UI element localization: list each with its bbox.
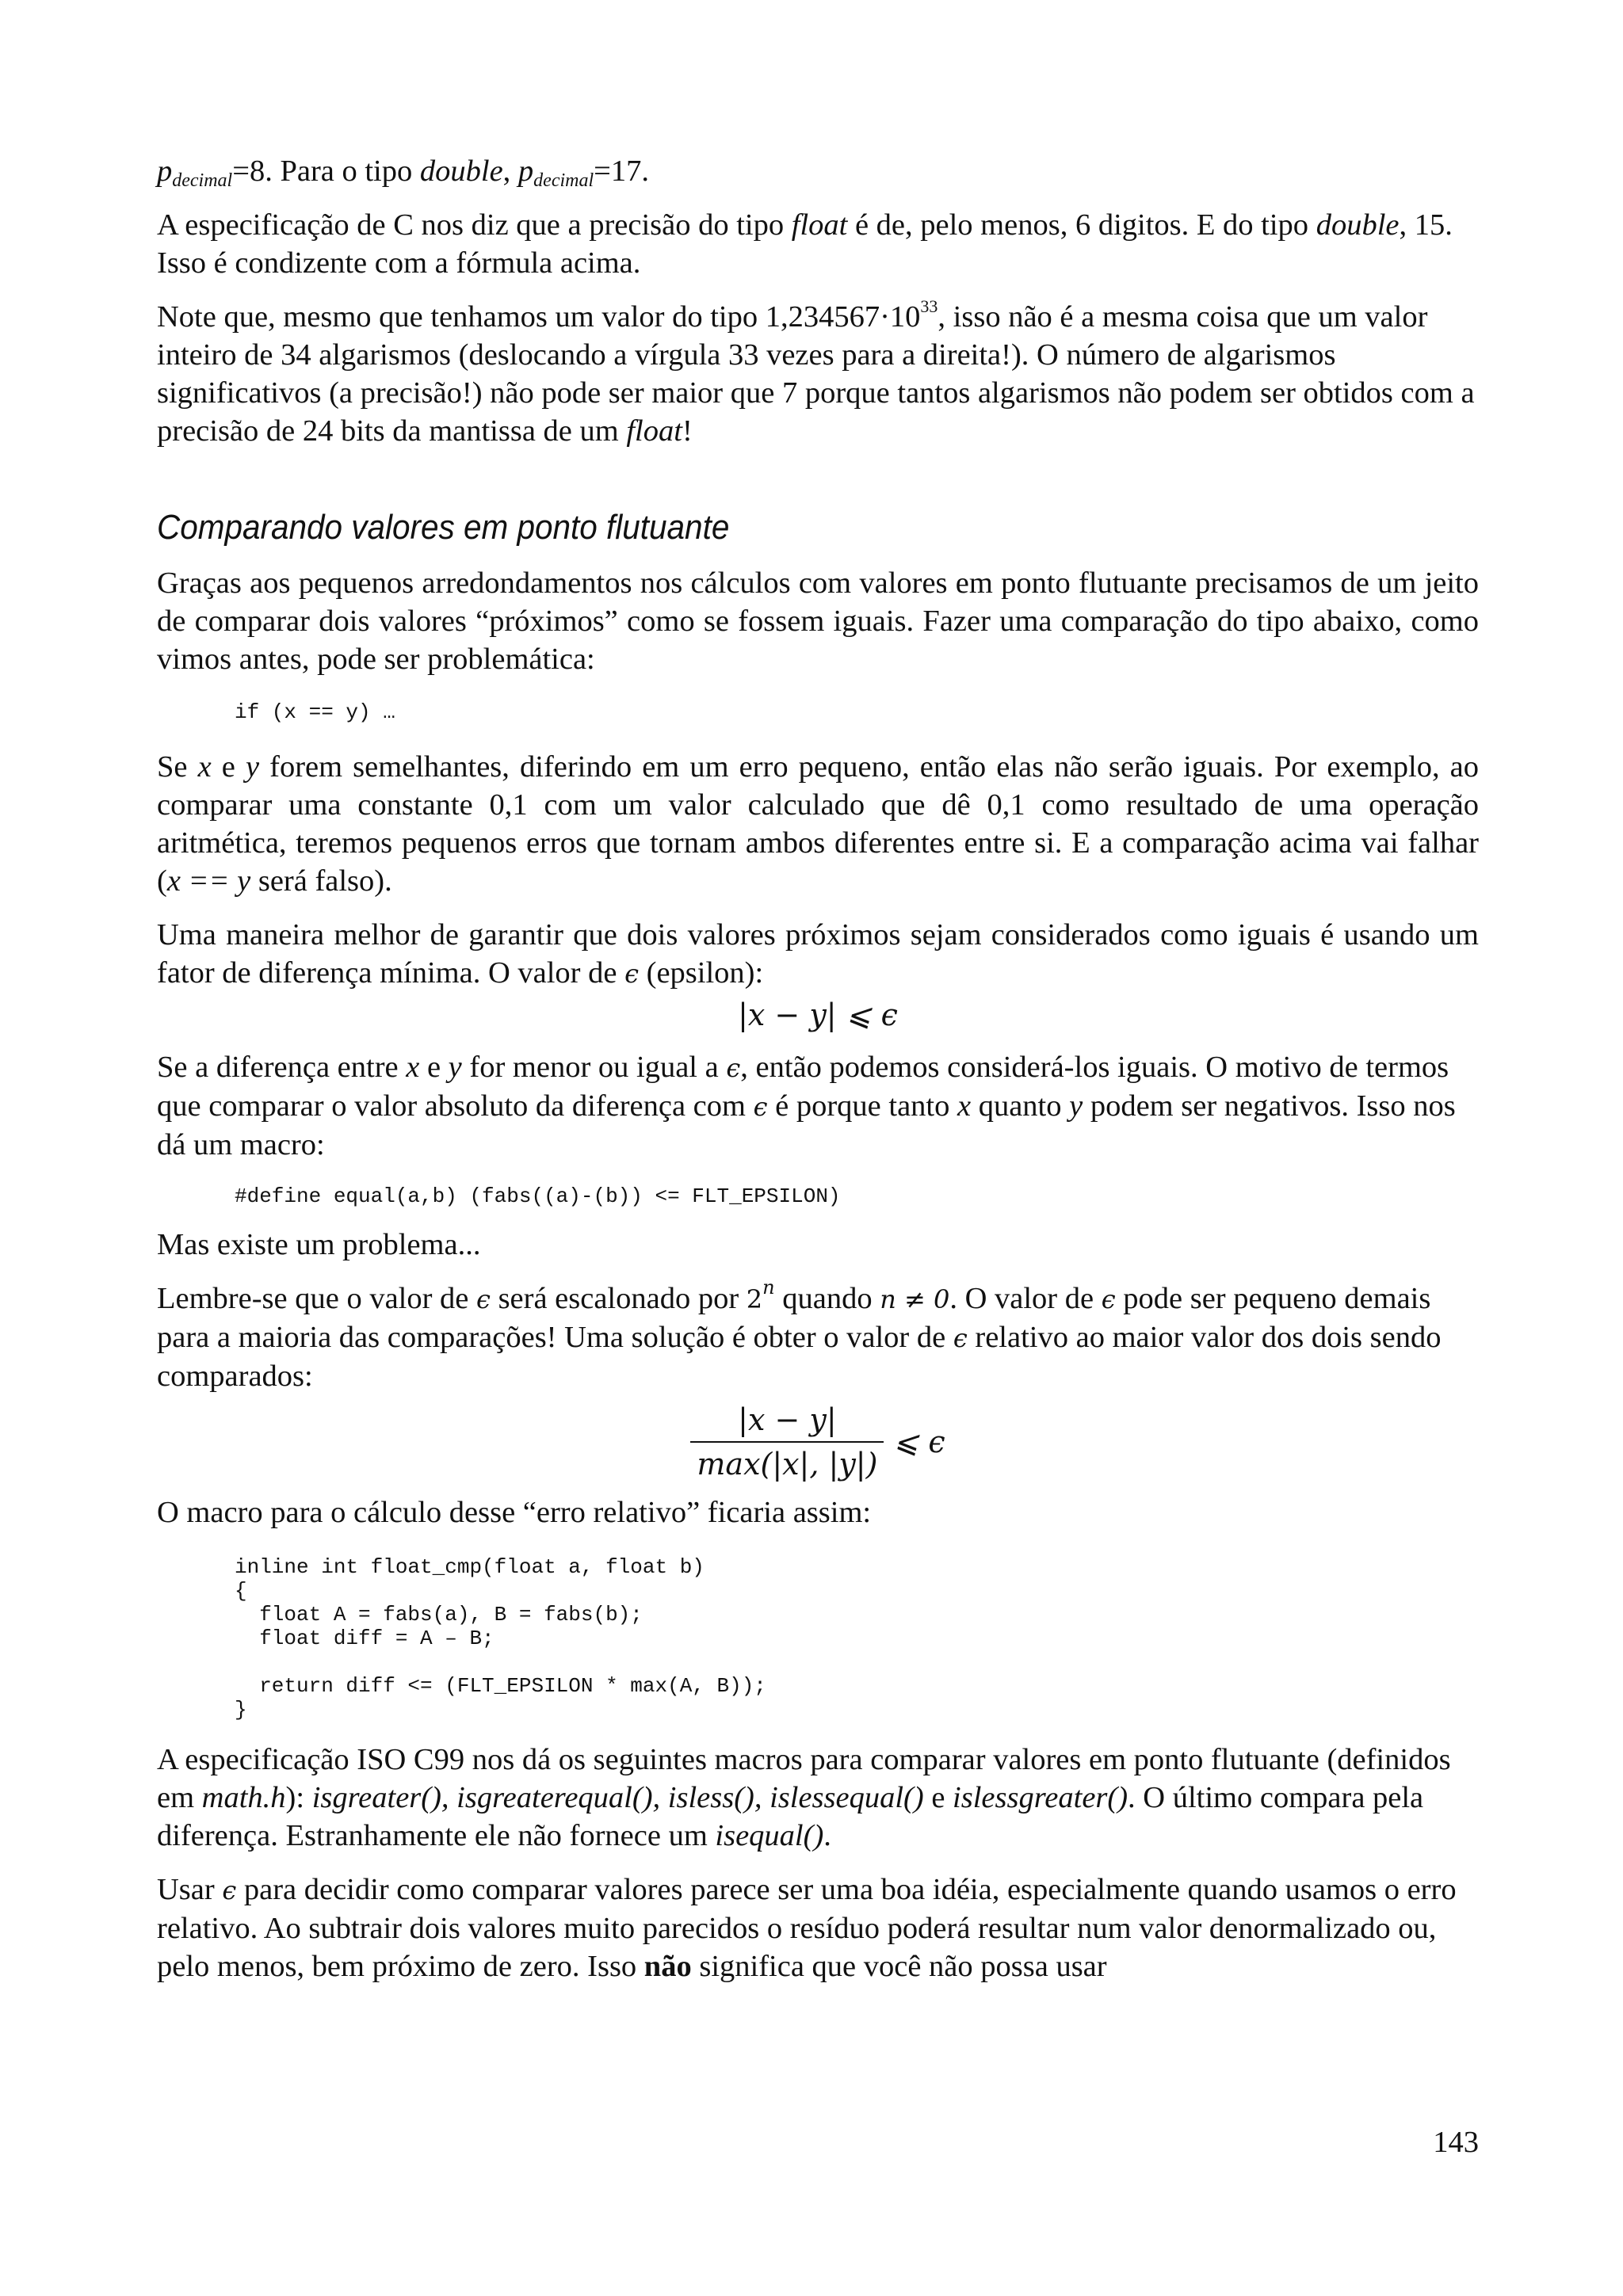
fraction-relation: ⩽ ϵ [893, 1425, 945, 1459]
paragraph-significant-digits: Note que, mesmo que tenhamos um valor do tipo $1,234567\cdot 10^{33}$, isso não é a mesma coisa que um valor inteiro de 34 algarismos (deslocando a vírgula 33 vezes para a direita!). O número de algarismos significativos (a precisão!) não pode ser maior que 7 porque tantos algarismos não podem ser obtidos com a precisão de 24 bits da mantissa de um float! [157, 296, 1475, 448]
paragraph-problem: Mas existe um problema... [157, 1228, 481, 1261]
paragraph-absolute-value: Se a diferença entre x e y for menor ou igual a ϵ, então podemos considerá-los iguais. O motivo de termos que comparar o valor absoluto da diferença com ϵ é porque tanto x quanto y podem ser negativos. Isso nos dá um macro: [157, 1051, 1456, 1161]
code-block-float-cmp: inline int float_cmp(float a, float b) { float A = fabs(a), B = fabs(b); float diff = A – B; return diff <= (FLT_EPSILON * max(A, B)); } [235, 1555, 766, 1722]
paragraph-iso-c99: A especificação ISO C99 nos dá os seguintes macros para comparar valores em ponto flutuante (definidos em math.h): isgreater(), isgreaterequal(), isless(), islessequal() e islessgreater(). O último compara pela diferença. Estranhamente ele não fornece um isequal(). [157, 1743, 1451, 1852]
code-block-equal-macro: #define equal(a,b) (fabs((a)-(b)) <= FLT_EPSILON) [235, 1184, 841, 1208]
fraction-numerator: |x − y| [738, 1402, 837, 1437]
fraction [690, 1402, 884, 1482]
paragraph-epsilon-usage: Usar ϵ para decidir como comparar valores parece ser uma boa idéia, especialmente quando usamos o erro relativo. Ao subtrair dois valores muito parecidos o resíduo poderá resultar num valor denormalizado ou, pelo menos, bem próximo de zero. Isso não significa que você não possa usar [157, 1873, 1457, 1983]
page-number: 143 [1433, 2126, 1479, 2159]
paragraph-precision: $p_{decimal}=8$. Para o tipo double, $p_{decimal}=17$. [157, 154, 649, 191]
formula-relative-error [157, 1402, 1479, 1482]
section-heading: Comparando valores em ponto flutuante [157, 508, 730, 547]
fraction-denominator: max(|x|, |y|) [697, 1447, 878, 1482]
paragraph-c-spec: A especificação de C nos diz que a precisão do tipo float é de, pelo menos, 6 digitos. E do tipo double, 15. Isso é condizente com a fórmula acima. [157, 208, 1453, 280]
paragraph-scaling: Lembre-se que o valor de ϵ será escalonado por 2$^n$ quando n ≠ 0. O valor de ϵ pode ser pequeno demais para a maioria das comparações! Uma solução é obter o valor de ϵ relativo ao maior valor dos dois sendo comparados: [157, 1276, 1442, 1393]
paragraph-epsilon-intro: Uma maneira melhor de garantir que dois valores próximos sejam considerados como iguais é usando um fator de diferença mínima. O valor de ϵ (epsilon): [157, 918, 1479, 990]
paragraph-relative-macro: O macro para o cálculo desse “erro relativo” ficaria assim: [157, 1496, 872, 1529]
code-block-comparison: if (x == y) … [235, 700, 395, 724]
document-body [157, 152, 1479, 2001]
paragraph-similar-values: Se x e y forem semelhantes, diferindo em um erro pequeno, então elas não serão iguais. Por exemplo, ao comparar uma constante 0,1 com um valor calculado que dê 0,1 como resultado de uma operação aritmética, teremos pequenos erros que tornam ambos diferentes entre si. E a comparação acima vai falhar (x == y será falso). [157, 750, 1480, 898]
paragraph-rounding: Graças aos pequenos arredondamentos nos cálculos com valores em ponto flutuante precisamos de um jeito de comparar dois valores “próximos” como se fossem iguais. Fazer uma comparação do tipo abaixo, como vimos antes, pode ser problemática: [157, 566, 1479, 676]
formula-absolute-difference: |x − y| ⩽ ϵ [738, 997, 898, 1032]
